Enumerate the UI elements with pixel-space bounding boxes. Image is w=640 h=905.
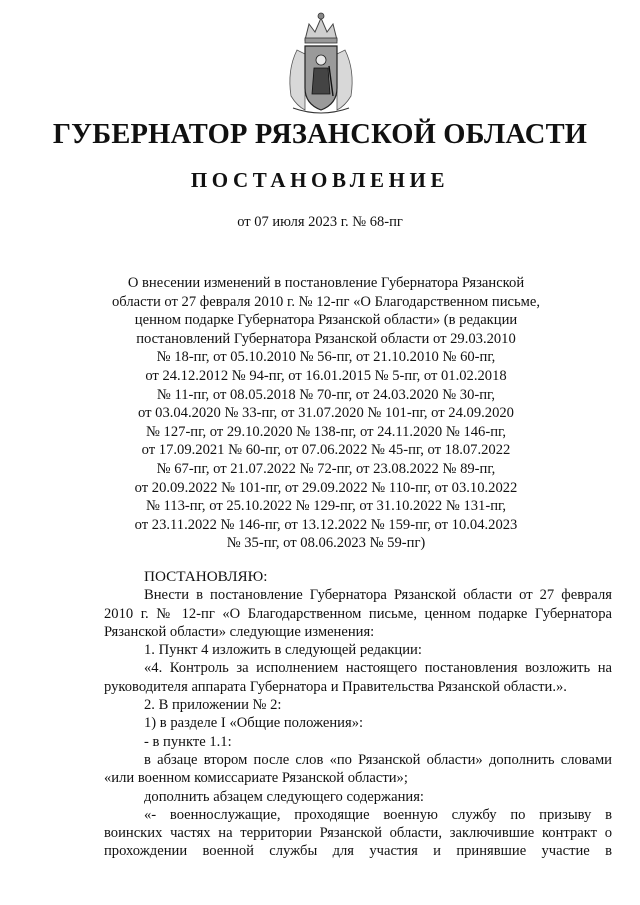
body-line: дополнить абзацем следующего содержания: [144,788,424,805]
subject-line: О внесении изменений в постановление Губернатора Рязанской [127,275,525,291]
decree-word: ПОСТАНОВЛЯЮ: [144,568,268,585]
body-line: «4. Контроль за исполнением настоящего постановления возложить на [144,660,612,677]
document-subject [80,274,572,553]
subject-line: области от 27 февраля 2010 г. № 12-пг «О Благодарственном письме, [111,293,541,310]
document-type: ПОСТАНОВЛЕНИЕ [190,168,450,192]
subject-line: № 18-пг, от 05.10.2010 № 56-пг, от 21.10.2010 № 60-пг, [156,349,496,366]
document-date-number: от 07 июля 2023 г. № 68-пг [237,214,403,230]
subject-line: № 113-пг, от 25.10.2022 № 129-пг, от 31.10.2022 № 131-пг, [145,498,507,515]
body-line: воинских частях на территории Рязанской области, заключившие контракт о [104,825,612,842]
subject-line: от 20.09.2022 № 101-пг, от 29.09.2022 № 110-пг, от 03.10.2022 [134,479,518,496]
body-line: прохождении военной службы для участия и принявшие участие в [104,843,612,860]
subject-line: от 24.12.2012 № 94-пг, от 16.01.2015 № 5-пг, от 01.02.2018 [145,367,507,384]
body-line: 2. В приложении № 2: [144,697,282,714]
subject-line: от 23.11.2022 № 146-пг, от 13.12.2022 № 159-пг, от 10.04.2023 [134,516,518,533]
body-line: 1. Пункт 4 изложить в следующей редакции: [144,642,422,659]
subject-line: ценном подарке Губернатора Рязанской области» (в редакции [134,312,518,329]
subject-line: № 35-пг, от 08.06.2023 № 59-пг) [226,535,426,552]
subject-line: № 67-пг, от 21.07.2022 № 72-пг, от 23.08.2022 № 89-пг, [156,460,496,477]
subject-line: от 17.09.2021 № 60-пг, от 07.06.2022 № 45-пг, от 18.07.2022 [141,442,511,459]
subject-line: от 03.04.2020 № 33-пг, от 31.07.2020 № 101-пг, от 24.09.2020 [138,405,514,422]
body-line: руководителя аппарата Губернатора и Правительства Рязанской области.». [104,678,567,695]
coat-of-arms-icon [283,10,359,116]
subject-line: № 127-пг, от 29.10.2020 № 138-пг, от 24.11.2020 № 146-пг, [145,423,507,440]
body-line: Внести в постановление Губернатора Рязанской области от 27 февраля [144,587,612,604]
body-line: Рязанской области» следующие изменения: [104,623,375,640]
body-line: «или военном комиссариате Рязанской области»; [104,770,408,787]
body-line: 2010 г. № 12-пг «О Благодарственном письме, ценном подарке Губернатора [104,605,612,622]
document-body [104,568,612,861]
body-line: - в пункте 1.1: [144,733,232,750]
body-line: «- военнослужащие, проходящие военную службу по призыву в [144,806,612,823]
subject-line: постановлений Губернатора Рязанской области от 29.03.2010 [136,330,516,347]
body-line: в абзаце втором после слов «по Рязанской области» дополнить словами [144,751,612,768]
subject-line: № 11-пг, от 08.05.2018 № 70-пг, от 24.03.2020 № 30-пг, [156,386,496,403]
page-title: ГУБЕРНАТОР РЯЗАНСКОЙ ОБЛАСТИ [52,119,588,150]
body-line: 1) в разделе I «Общие положения»: [144,715,364,732]
